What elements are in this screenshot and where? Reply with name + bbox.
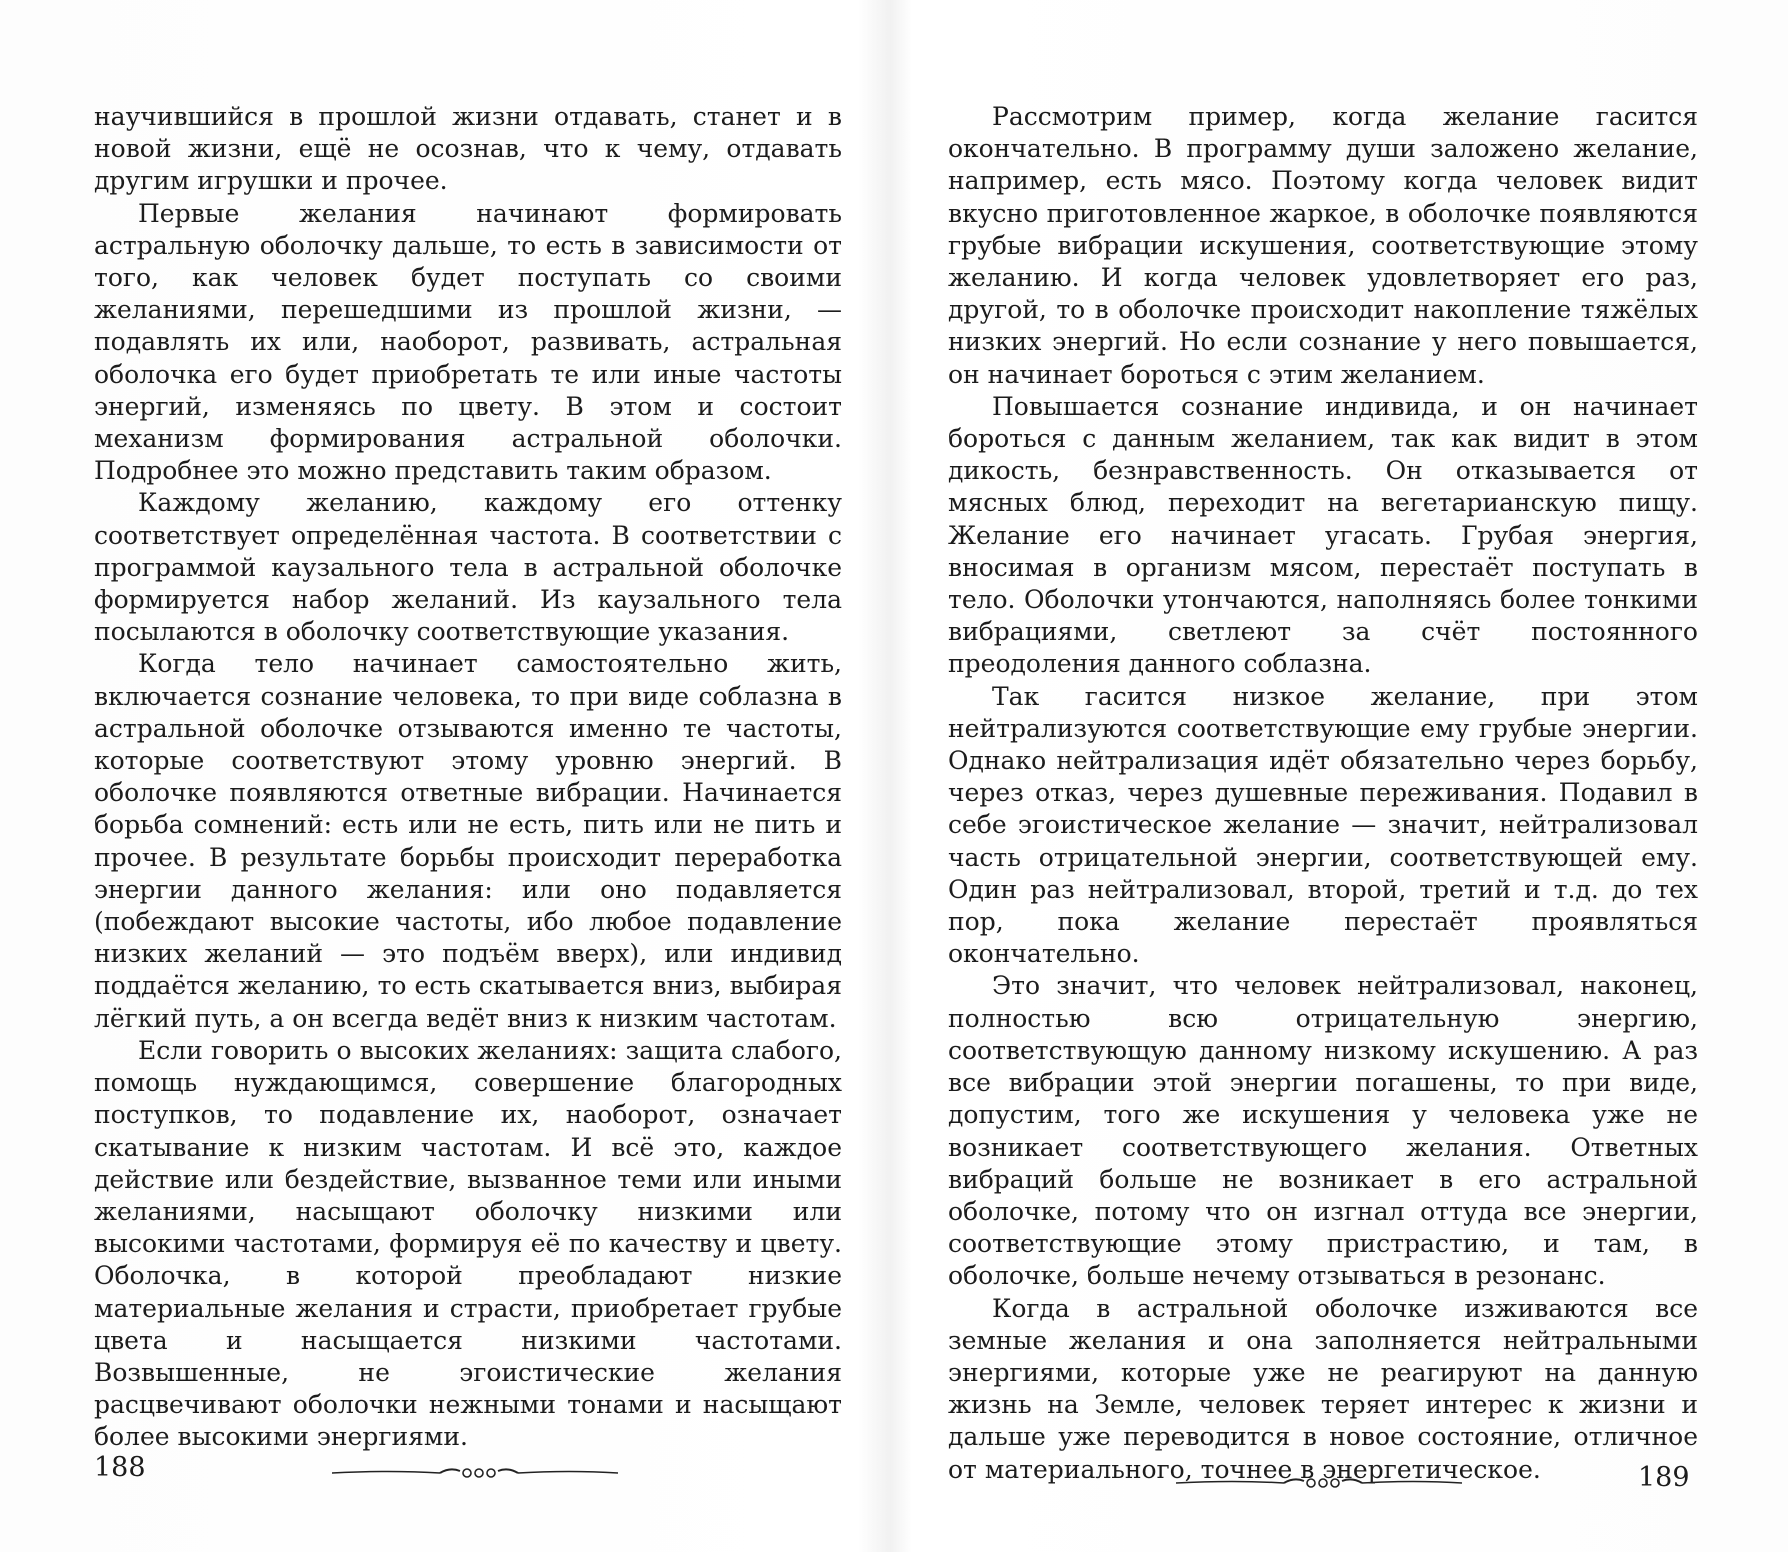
left-page-text	[94, 101, 842, 1454]
paragraph: Первые желания начинают формировать астральную оболочку дальше, то есть в зависимости от того, как человек будет поступать со своими желаниями, перешедшими из прошлой жизни, — подавлять их или, наоборот, развивать, астральная оболочка его будет приобретать те или иные частоты энергий, изменяясь по цвету. В этом и состоит механизм формирования астральной оболочки. Подробнее это можно представить таким образом.	[94, 198, 842, 486]
paragraph: Так гасится низкое желание, при этом нейтрализуются соответствующие ему грубые энергии. Однако нейтрализация идёт обязательно через борьбу, через отказ, через душевные переживания. Подавил в себе эгоистическое желание — значит, нейтрализовал часть отрицательной энергии, соответствующей ему. Один раз нейтрализовал, второй, третий и т.д. до тех пор, пока желание перестаёт проявляться окончательно.	[948, 681, 1698, 969]
right-page-text	[948, 101, 1698, 1486]
page-number: 189	[1638, 1462, 1690, 1493]
left-page-footer	[0, 1452, 894, 1502]
paragraph: Каждому желанию, каждому его оттенку соответствует определённая частота. В соответствии с программой каузального тела в астральной оболочке формируется набор желаний. Из каузального тела посылаются в оболочку соответствующие указания.	[94, 488, 842, 647]
paragraph: Когда тело начинает самостоятельно жить, включается сознание человека, то при виде соблазна в астральной оболочке отзываются именно те частоты, которые соответствуют этому уровню энергий. В оболочке появляются ответные вибрации. Начинается борьба сомнений: есть или не есть, пить или не пить и прочее. В результате борьбы происходит переработка энергии данного желания: или оно подавляется (побеждают высокие частоты, ибо любое подавление низких желаний — это подъём вверх), или индивид поддаётся желанию, то есть скатывается вниз, выбирая лёгкий путь, а он всегда ведёт вниз к низким частотам.	[94, 649, 842, 1033]
right-page	[894, 0, 1788, 1552]
paragraph: Повышается сознание индивида, и он начинает бороться с данным желанием, так как видит в этом дикость, безнравственность. Он отказывается от мясных блюд, переходит на вегетарианскую пищу. Желание его начинает угасать. Грубая энергия, вносимая в организм мясом, перестаёт поступать в тело. Оболочки утончаются, наполняясь более тонкими вибрациями, светлеют за счёт постоянного преодоления данного соблазна.	[948, 391, 1698, 679]
paragraph: Это значит, что человек нейтрализовал, наконец, полностью всю отрицательную энергию, соответствующую данному низкому искушению. А раз все вибрации этой энергии погашены, то при виде, допустим, того же искушения у человека уже не возникает соответствующего желания. Ответных вибраций больше не возникает в его астральной оболочке, потому что он изгнал оттуда все энергии, соответствующие этому пристрастию, и там, в оболочке, больше нечему отзываться в резонанс.	[948, 971, 1698, 1291]
ornament-divider-icon	[330, 1461, 620, 1485]
page-number: 188	[94, 1452, 146, 1483]
paragraph: научившийся в прошлой жизни отдавать, станет и в новой жизни, ещё не осознав, что к чему, отдавать другим игрушки и прочее.	[94, 102, 842, 196]
paragraph: Когда в астральной оболочке изживаются все земные желания и она заполняется нейтральными энергиями, которые уже не реагируют на данную жизнь на Земле, человек теряет интерес к жизни и дальше уже переводится в новое состояние, отличное от материального, точнее в энергетическое.	[948, 1293, 1698, 1484]
right-page-footer	[894, 1452, 1788, 1502]
paragraph: Рассмотрим пример, когда желание гасится окончательно. В программу души заложено желание, например, есть мясо. Поэтому когда человек видит вкусно приготовленное жаркое, в оболочке появляются грубые вибрации искушения, соответствующие этому желанию. И когда человек удовлетворяет его раз, другой, то в оболочке происходит накопление тяжёлых низких энергий. Но если сознание у него повышается, он начинает бороться с этим желанием.	[948, 102, 1698, 389]
ornament-divider-icon	[1174, 1471, 1464, 1495]
paragraph: Если говорить о высоких желаниях: защита слабого, помощь нуждающимся, совершение благородных поступков, то подавление их, наоборот, означает скатывание к низким частотам. И всё это, каждое действие или бездействие, вызванное теми или иными желаниями, насыщают оболочку низкими или высокими частотами, формируя её по качеству и цвету. Оболочка, в которой преобладают низкие материальные желания и страсти, приобретает грубые цвета и насыщается низкими частотами. Возвышенные, не эгоистические желания расцвечивают оболочки нежными тонами и насыщают более высокими энергиями.	[94, 1035, 842, 1452]
